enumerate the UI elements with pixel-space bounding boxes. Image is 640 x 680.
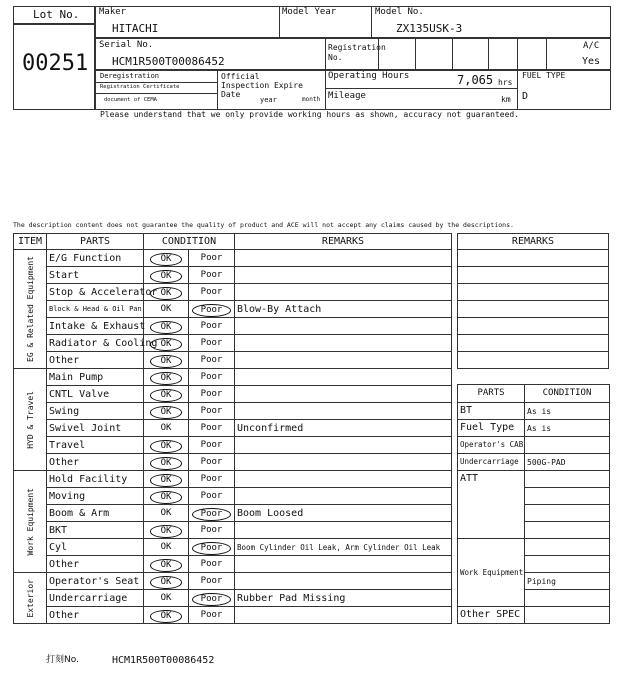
maker-value: HITACHI	[112, 22, 159, 35]
poor-circled: Poor	[192, 508, 232, 521]
right-parts-header: PARTS	[458, 385, 525, 403]
remark: Blow-By Attach	[235, 301, 452, 318]
ok-circled: OK	[150, 287, 183, 300]
ok-cell[interactable]	[144, 352, 189, 369]
part-name: Main Pump	[47, 369, 144, 386]
right-remarks-table	[457, 233, 609, 369]
footer-label: 打刻No.	[46, 655, 79, 665]
right-condition	[525, 539, 610, 556]
disclaimer: The description content does not guarantee the quality of product and ACE will not accept any claims caused by the descriptions.	[13, 221, 514, 229]
poor-option: Poor	[200, 457, 223, 467]
right-part: Operator's CAB	[458, 437, 525, 454]
item-group-label	[14, 369, 47, 471]
notice: Please understand that we only provide working hours as shown, accuracy not guaranteed.	[100, 110, 520, 119]
ok-circled: OK	[150, 474, 183, 487]
ok-option: OK	[160, 593, 172, 603]
part-name: Travel	[47, 437, 144, 454]
right-condition	[525, 471, 610, 488]
operating-hours-value: 7,065	[457, 73, 494, 87]
item-group-text: HYD & Travel	[25, 390, 35, 449]
right-condition: Piping	[525, 573, 610, 590]
ok-cell[interactable]	[144, 505, 189, 522]
ok-cell[interactable]	[144, 437, 189, 454]
right-condition-header: CONDITION	[525, 385, 610, 403]
right-remark-line	[458, 250, 609, 267]
remark	[235, 556, 452, 573]
right-condition	[525, 505, 610, 522]
poor-cell[interactable]	[189, 505, 235, 522]
poor-option: Poor	[200, 559, 223, 569]
serial-value: HCM1R500T00086452	[112, 55, 225, 68]
item-group-label	[14, 250, 47, 369]
table-row	[14, 505, 452, 522]
poor-option: Poor	[200, 389, 223, 399]
item-group-label	[14, 573, 47, 624]
model-no-label: Model No.	[375, 7, 424, 17]
col-item: ITEM	[14, 234, 47, 250]
poor-cell[interactable]	[189, 573, 235, 590]
table-row	[14, 267, 452, 284]
poor-option: Poor	[200, 406, 223, 416]
ok-cell[interactable]	[144, 522, 189, 539]
part-name: Moving	[47, 488, 144, 505]
poor-cell[interactable]	[189, 471, 235, 488]
ok-cell[interactable]	[144, 454, 189, 471]
table-row	[14, 352, 452, 369]
ok-circled: OK	[150, 338, 183, 351]
poor-option: Poor	[200, 525, 223, 535]
poor-cell[interactable]	[189, 488, 235, 505]
right-part: Other SPEC	[458, 607, 525, 624]
poor-cell[interactable]	[189, 386, 235, 403]
part-name: BKT	[47, 522, 144, 539]
remark	[235, 386, 452, 403]
right-part: Work Equipment	[458, 539, 525, 607]
hrs-label: hrs	[498, 78, 513, 87]
reg-cert-label: Registration Certificate	[100, 84, 180, 90]
ok-cell[interactable]	[144, 284, 189, 301]
item-group-text: EG & Related Equipment	[25, 256, 35, 362]
right-condition	[525, 556, 610, 573]
right-remark-line	[458, 301, 609, 318]
serial-label: Serial No.	[99, 40, 154, 50]
operating-hours-label: Operating Hours	[328, 71, 410, 81]
poor-cell[interactable]	[189, 318, 235, 335]
part-name: Hold Facility	[47, 471, 144, 488]
maker-label: Maker	[99, 7, 127, 17]
table-header	[14, 234, 452, 250]
part-name: Stop & Accelerator	[47, 284, 144, 301]
table-row	[14, 454, 452, 471]
part-name: Radiator & Cooling	[47, 335, 144, 352]
remark	[235, 488, 452, 505]
ok-circled: OK	[150, 440, 183, 453]
right-remark-line	[458, 352, 609, 369]
right-part: BT	[458, 403, 525, 420]
right-remark-line	[458, 335, 609, 352]
poor-option: Poor	[200, 576, 223, 586]
ok-cell[interactable]	[144, 420, 189, 437]
poor-cell[interactable]	[189, 250, 235, 267]
ok-option: OK	[160, 304, 172, 314]
table-row	[14, 301, 452, 318]
poor-option: Poor	[200, 491, 223, 501]
remark	[235, 335, 452, 352]
right-part: Undercarriage	[458, 454, 525, 471]
poor-cell[interactable]	[189, 607, 235, 624]
poor-option: Poor	[200, 270, 223, 280]
table-row	[14, 471, 452, 488]
remark	[235, 318, 452, 335]
mileage-label: Mileage	[328, 91, 366, 101]
ok-option: OK	[160, 423, 172, 433]
poor-option: Poor	[200, 474, 223, 484]
table-row	[14, 403, 452, 420]
ok-circled: OK	[150, 389, 183, 402]
poor-circled: Poor	[192, 304, 232, 317]
table-row	[14, 386, 452, 403]
remark	[235, 250, 452, 267]
ok-cell[interactable]	[144, 471, 189, 488]
right-part: ATT	[458, 471, 525, 539]
km-label: km	[501, 95, 511, 104]
poor-cell[interactable]	[189, 556, 235, 573]
part-name: Start	[47, 267, 144, 284]
table-row	[14, 420, 452, 437]
remark: Rubber Pad Missing	[235, 590, 452, 607]
item-group-text: Exterior	[25, 578, 35, 618]
part-name: Operator's Seat	[47, 573, 144, 590]
table-row	[14, 335, 452, 352]
ok-circled: OK	[150, 559, 183, 572]
ok-cell[interactable]	[144, 386, 189, 403]
ok-cell[interactable]	[144, 267, 189, 284]
part-name: Other	[47, 607, 144, 624]
poor-option: Poor	[200, 372, 223, 382]
model-no-value: ZX135USK-3	[396, 22, 463, 35]
table-row	[14, 284, 452, 301]
part-name: Undercarriage	[47, 590, 144, 607]
right-remarks-header: REMARKS	[458, 234, 609, 250]
ok-circled: OK	[150, 253, 183, 266]
ok-circled: OK	[150, 610, 183, 623]
remark	[235, 607, 452, 624]
poor-option: Poor	[200, 338, 223, 348]
right-condition: As is	[525, 403, 610, 420]
right-condition	[525, 522, 610, 539]
col-remarks: REMARKS	[235, 234, 452, 250]
ok-cell[interactable]	[144, 488, 189, 505]
ok-circled: OK	[150, 355, 183, 368]
fuel-type-value: D	[522, 91, 529, 102]
poor-option: Poor	[200, 355, 223, 365]
right-condition	[525, 488, 610, 505]
col-parts: PARTS	[47, 234, 144, 250]
ok-cell[interactable]	[144, 539, 189, 556]
right-remark-line	[458, 284, 609, 301]
ok-circled: OK	[150, 457, 183, 470]
table-row	[14, 590, 452, 607]
right-remark-line	[458, 267, 609, 284]
inspection-label: Official Inspection Expire Date	[221, 72, 303, 99]
part-name: Swing	[47, 403, 144, 420]
part-name: Other	[47, 556, 144, 573]
ok-cell[interactable]	[144, 590, 189, 607]
item-group-text: Work Equipment	[25, 487, 35, 556]
remark	[235, 284, 452, 301]
table-row	[14, 556, 452, 573]
part-name: CNTL Valve	[47, 386, 144, 403]
ac-value: Yes	[582, 56, 601, 67]
footer-value: HCM1R500T00086452	[112, 655, 215, 666]
remark: Boom Loosed	[235, 505, 452, 522]
ok-circled: OK	[150, 576, 183, 589]
table-row	[14, 318, 452, 335]
year-label: year	[260, 96, 277, 104]
remark	[235, 267, 452, 284]
table-row	[14, 437, 452, 454]
part-name: Boom & Arm	[47, 505, 144, 522]
poor-option: Poor	[200, 423, 223, 433]
right-condition	[525, 437, 610, 454]
table-row	[14, 488, 452, 505]
poor-option: Poor	[200, 287, 223, 297]
month-label: month	[302, 96, 321, 103]
ok-option: OK	[160, 542, 172, 552]
table-row	[14, 607, 452, 624]
poor-option: Poor	[200, 253, 223, 263]
poor-cell[interactable]	[189, 590, 235, 607]
ac-label: A/C	[583, 41, 600, 51]
table-row	[14, 539, 452, 556]
poor-cell[interactable]	[189, 454, 235, 471]
lot-label: Lot No.	[33, 8, 80, 21]
ok-circled: OK	[150, 406, 183, 419]
right-condition: As is	[525, 420, 610, 437]
poor-cell[interactable]	[189, 369, 235, 386]
right-condition	[525, 607, 610, 624]
poor-cell[interactable]	[189, 267, 235, 284]
part-name: Swivel Joint	[47, 420, 144, 437]
poor-cell[interactable]	[189, 301, 235, 318]
poor-cell[interactable]	[189, 352, 235, 369]
remark	[235, 522, 452, 539]
right-remark-line	[458, 318, 609, 335]
ok-option: OK	[160, 508, 172, 518]
remark: Boom Cylinder Oil Leak, Arm Cylinder Oil Leak	[235, 539, 452, 556]
poor-option: Poor	[200, 610, 223, 620]
poor-option: Poor	[200, 321, 223, 331]
remark	[235, 471, 452, 488]
part-name: E/G Function	[47, 250, 144, 267]
deregistration-label: Deregistration	[100, 72, 160, 80]
ok-circled: OK	[150, 372, 183, 385]
right-condition	[525, 590, 610, 607]
table-row	[14, 573, 452, 590]
remark	[235, 573, 452, 590]
ok-cell[interactable]	[144, 403, 189, 420]
right-part: Fuel Type	[458, 420, 525, 437]
inspection-table	[13, 233, 452, 624]
ok-cell[interactable]	[144, 318, 189, 335]
ok-cell[interactable]	[144, 556, 189, 573]
poor-circled: Poor	[192, 542, 232, 555]
poor-circled: Poor	[192, 593, 232, 606]
poor-cell[interactable]	[189, 335, 235, 352]
lot-value: 00251	[22, 51, 89, 76]
remark	[235, 454, 452, 471]
cema-label: document of CEMA	[104, 97, 157, 103]
remark	[235, 369, 452, 386]
ok-circled: OK	[150, 525, 183, 538]
remark	[235, 352, 452, 369]
ok-cell[interactable]	[144, 335, 189, 352]
registration-label: Registration No.	[328, 43, 386, 62]
poor-cell[interactable]	[189, 403, 235, 420]
table-row	[14, 522, 452, 539]
ok-circled: OK	[150, 491, 183, 504]
remark	[235, 437, 452, 454]
part-name: Block & Head & Oil Pan	[47, 301, 144, 318]
ok-circled: OK	[150, 270, 183, 283]
ok-cell[interactable]	[144, 250, 189, 267]
poor-cell[interactable]	[189, 284, 235, 301]
ok-cell[interactable]	[144, 573, 189, 590]
col-condition: CONDITION	[144, 234, 235, 250]
part-name: Cyl	[47, 539, 144, 556]
item-group-label	[14, 471, 47, 573]
poor-cell[interactable]	[189, 522, 235, 539]
table-row	[14, 250, 452, 267]
right-parts-table	[457, 384, 610, 624]
remark: Unconfirmed	[235, 420, 452, 437]
poor-option: Poor	[200, 440, 223, 450]
remark	[235, 403, 452, 420]
table-row	[14, 369, 452, 386]
poor-cell[interactable]	[189, 420, 235, 437]
poor-cell[interactable]	[189, 437, 235, 454]
poor-cell[interactable]	[189, 539, 235, 556]
part-name: Other	[47, 454, 144, 471]
ok-cell[interactable]	[144, 369, 189, 386]
part-name: Other	[47, 352, 144, 369]
ok-circled: OK	[150, 321, 183, 334]
right-condition: 500G-PAD	[525, 454, 610, 471]
ok-cell[interactable]	[144, 301, 189, 318]
fuel-type-label: FUEL TYPE	[522, 71, 566, 80]
part-name: Intake & Exhaust	[47, 318, 144, 335]
model-year-label: Model Year	[282, 7, 337, 17]
ok-cell[interactable]	[144, 607, 189, 624]
